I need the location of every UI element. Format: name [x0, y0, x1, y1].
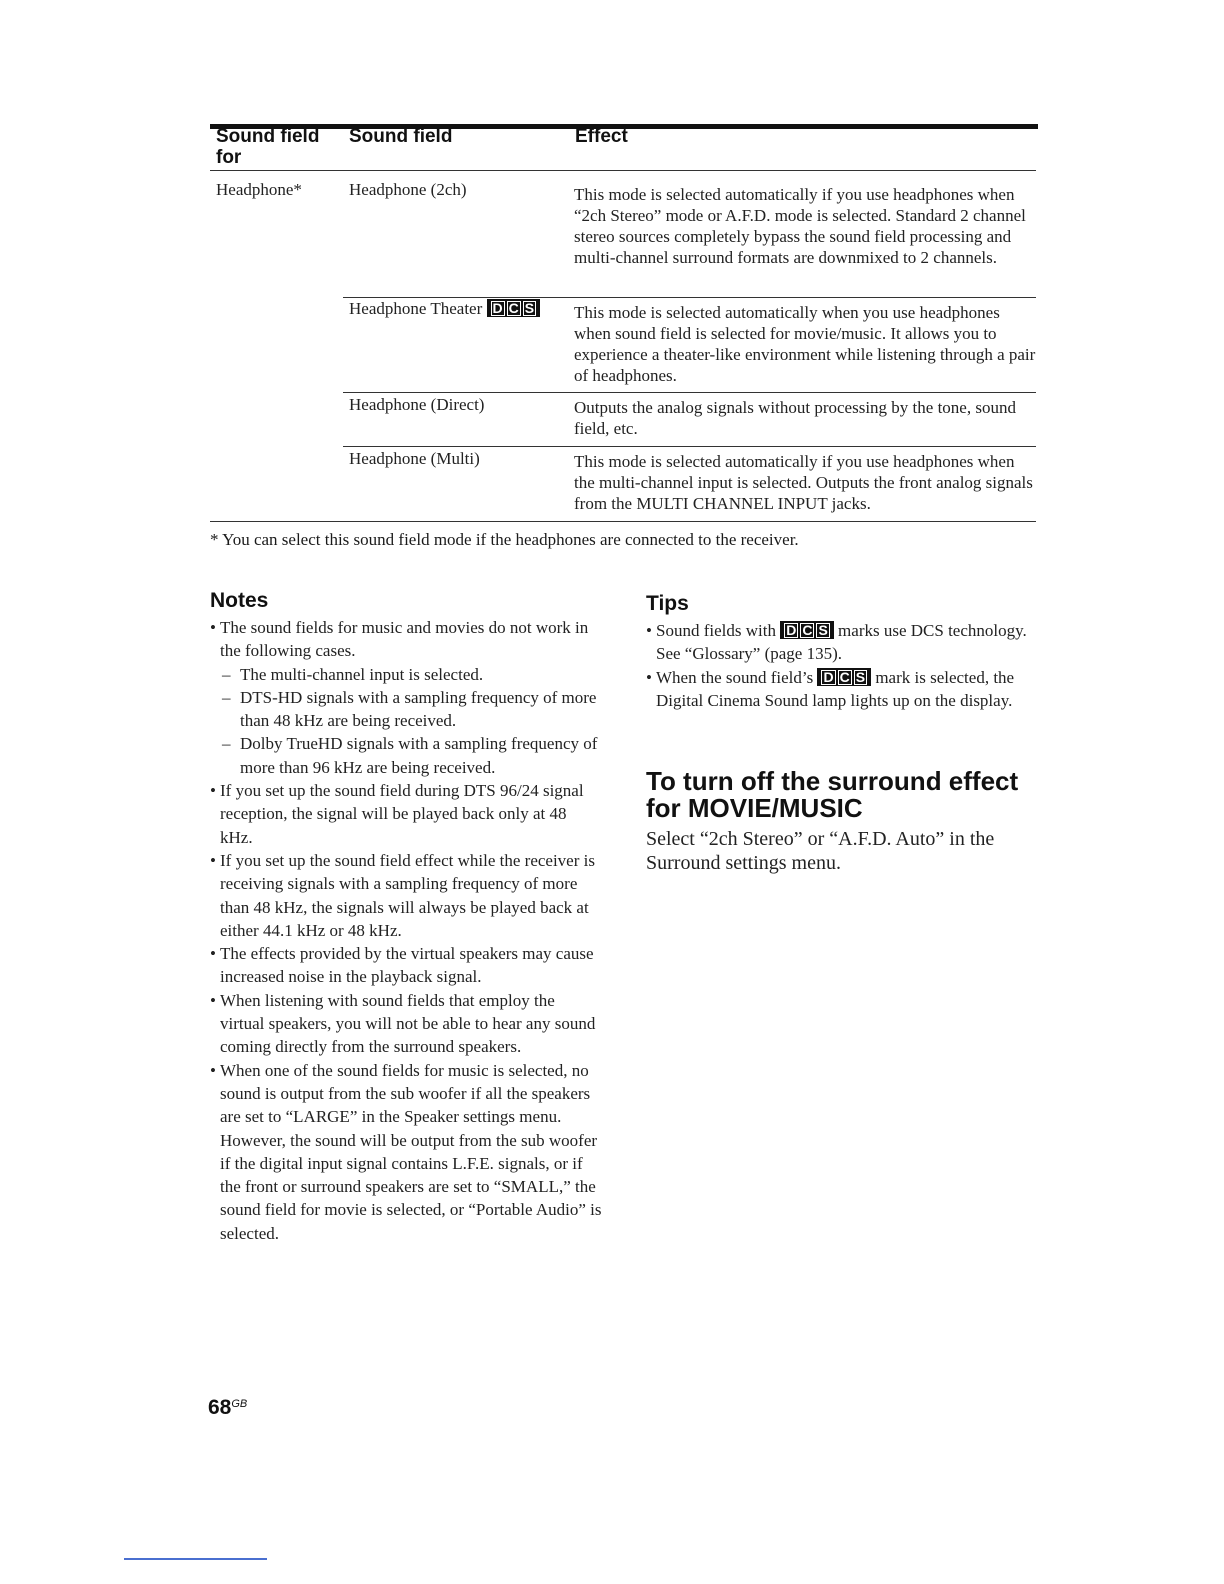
row-theater-effect: This mode is selected automatically when you use headphones when sound field is selected for movie/music. It allows you to experience a theater-like environment while listening through a pair of headphones. [574, 303, 1036, 385]
tip-text: When the sound field’s [656, 667, 814, 687]
notes-title: Notes [210, 589, 269, 612]
tip-text: mark is selected, the Digital Cinema Sound lamp lights up on the display. [656, 667, 1015, 710]
bottom-rule [124, 1558, 267, 1560]
list-item: • The sound fields for music and movies do not work in the following cases. [210, 616, 602, 663]
header-divider [210, 170, 1036, 171]
list-item [646, 619, 1036, 666]
header-effect: Effect [575, 126, 628, 147]
list-item: • If you set up the sound field during DTS 96/24 signal reception, the signal will be played back only at 48 kHz. [210, 779, 602, 849]
list-item: • When one of the sound fields for music is selected, no sound is output from the sub woofer if all the speakers are set to “LARGE” in the Speaker settings menu. However, the sound will be output from the sub woofer if the digital input signal contains L.F.E. signals, or if the front or surround speakers are set to “SMALL,” the sound field for movie is selected, or “Portable Audio” is selected. [210, 1059, 602, 1245]
row-theater-label: Headphone Theater [349, 299, 483, 318]
dcs-mark-icon: D C S [487, 299, 541, 317]
row-2ch-effect: This mode is selected automatically if you use headphones when “2ch Stereo” mode or A.F.D. mode is selected. Standard 2 channel stereo sources completely bypass the sound field processing and multi-channel surround formats are downmixed to 2 channels. [574, 185, 1026, 267]
table-bottom-rule [210, 521, 1036, 522]
list-item: • When listening with sound fields that employ the virtual speakers, you will not be able to hear any sound coming directly from the surround speakers. [210, 989, 602, 1059]
row-theater-sound-field [349, 298, 540, 319]
list-item: – The multi-channel input is selected. [210, 663, 602, 686]
row-direct-sound-field: Headphone (Direct) [349, 395, 485, 414]
table-footnote: * You can select this sound field mode if the headphones are connected to the receiver. [210, 530, 799, 549]
surround-off-body: Select “2ch Stereo” or “A.F.D. Auto” in the Surround settings menu. [646, 828, 995, 874]
row-multi-effect: This mode is selected automatically if you use headphones when the multi-channel input is selected. Outputs the front analog signals from the MULTI CHANNEL INPUT jacks. [574, 452, 1033, 513]
tip-text: marks use DCS technology. See “Glossary” (page 135). [656, 621, 1027, 664]
row-divider [343, 392, 1036, 393]
notes-list [210, 616, 602, 1245]
list-item: • If you set up the sound field effect while the receiver is receiving signals with a sampling frequency of more than 48 kHz, the signals will always be played back at either 44.1 kHz or 48 kHz. [210, 849, 602, 942]
page-number-value: 68 [208, 1396, 232, 1419]
dcs-mark-icon: D C S [780, 621, 834, 639]
page-number-suffix: GB [231, 1398, 248, 1410]
page-number [208, 1396, 247, 1420]
list-item: – DTS-HD signals with a sampling frequency of more than 48 kHz are being received. [210, 686, 602, 733]
row-2ch-sound-field: Headphone (2ch) [349, 180, 467, 199]
row-multi-sound-field: Headphone (Multi) [349, 449, 480, 468]
tips-list [646, 619, 1036, 712]
header-sound-field: Sound field [349, 126, 453, 147]
list-item: • The effects provided by the virtual speakers may cause increased noise in the playback signal. [210, 942, 602, 989]
header-sound-field-for: Sound field for [216, 126, 320, 168]
group-label-headphone: Headphone* [216, 180, 302, 199]
tips-title: Tips [646, 592, 689, 615]
dcs-mark-icon: D C S [817, 668, 871, 686]
row-divider [343, 446, 1036, 447]
surround-off-heading: To turn off the surround effect for MOVIE/MUSIC [646, 766, 1019, 823]
list-item: – Dolby TrueHD signals with a sampling frequency of more than 96 kHz are being received. [210, 732, 602, 779]
tip-text: Sound fields with [656, 621, 776, 640]
row-direct-effect: Outputs the analog signals without processing by the tone, sound field, etc. [574, 398, 1016, 438]
list-item [646, 666, 1036, 713]
